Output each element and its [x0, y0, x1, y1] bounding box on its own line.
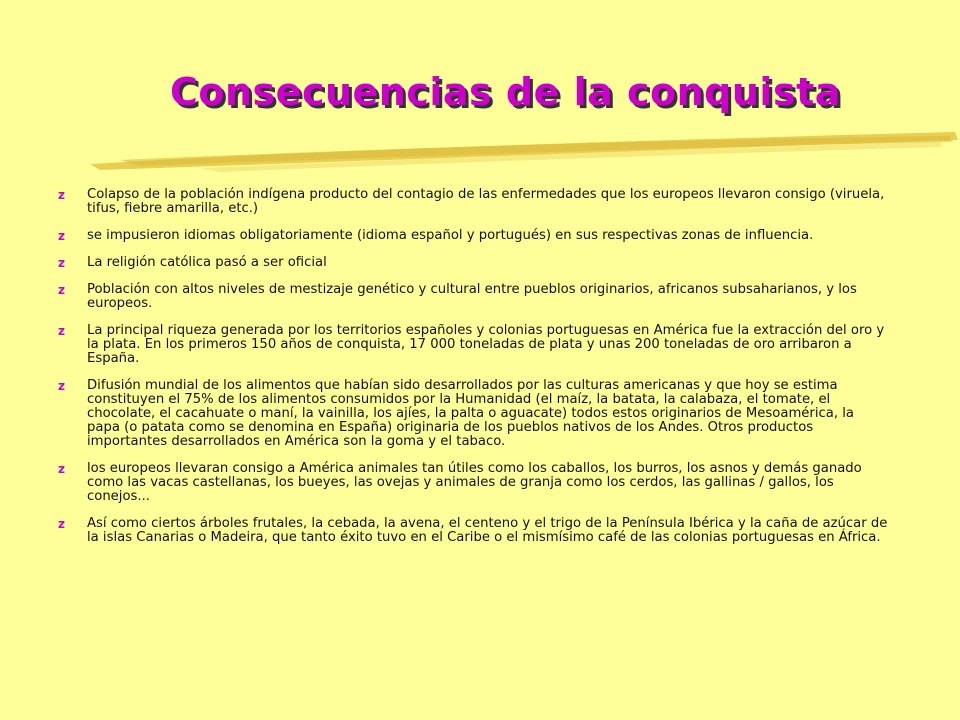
bullet-icon: z: [58, 517, 65, 531]
bullet-item: [58, 188, 888, 216]
bullet-icon: z: [58, 188, 65, 202]
bullet-text: Colapso de la población indígena producto del contagio de las enfermedades que los europeos llevaron consigo (viruela, tifus, fiebre amarilla, etc.): [87, 187, 885, 216]
bullet-icon: z: [58, 229, 65, 243]
bullet-icon: z: [58, 283, 65, 297]
bullet-item: [58, 462, 888, 504]
bullet-text: Así como ciertos árboles frutales, la cebada, la avena, el centeno y el trigo de la Península Ibérica y la caña de azúcar de la islas Canarias o Madeira, que tanto éxito tuvo en el Caribe o el mismísimo café de las colonias portuguesas en África.: [87, 516, 888, 545]
bullet-icon: z: [58, 256, 65, 270]
bullet-item: [58, 256, 888, 270]
bullet-item: [58, 379, 888, 449]
bullet-text: se impusieron idiomas obligatoriamente (idioma español y portugués) en sus respectivas zonas de influencia.: [87, 228, 814, 243]
bullet-item: [58, 324, 888, 366]
bullet-text: los europeos llevaran consigo a América animales tan útiles como los caballos, los burros, los asnos y demás ganado como las vacas castellanas, los bueyes, las ovejas y animales de granja como los cerdos, las gallinas / gallos, los conejos...: [87, 461, 862, 504]
bullet-icon: z: [58, 379, 65, 393]
slide-title: Consecuencias de la conquista: [170, 70, 841, 114]
bullet-item: [58, 229, 888, 243]
bullet-icon: z: [58, 324, 65, 338]
brush-stroke-decoration: [80, 128, 960, 178]
bullet-text: La religión católica pasó a ser oficial: [87, 255, 327, 270]
bullet-item: [58, 517, 888, 545]
bullet-text: Difusión mundial de los alimentos que habían sido desarrollados por las culturas americanas y que hoy se estima constituyen el 75% de los alimentos consumidos por la Humanidad (el maíz, la batata, la calabaza, el tomate, el chocolate, el cacahuate o maní, la vainilla, los ajíes, la palta o aguacate) todos estos originarios de Mesoamérica, la papa (o patata como se denomina en España) originaria de los pueblos nativos de los Andes. Otros productos importantes desarrollados en América son la goma y el tabaco.: [87, 378, 854, 449]
bullet-text: La principal riqueza generada por los territorios españoles y colonias portuguesas en América fue la extracción del oro y la plata. En los primeros 150 años de conquista, 17 000 toneladas de plata y unas 200 toneladas de oro arribaron a España.: [87, 323, 885, 366]
bullet-text: Población con altos niveles de mestizaje genético y cultural entre pueblos originarios, africanos subsaharianos, y los europeos.: [87, 282, 857, 311]
bullet-icon: z: [58, 462, 65, 476]
bullet-item: [58, 283, 888, 311]
bullet-list: [58, 188, 888, 558]
